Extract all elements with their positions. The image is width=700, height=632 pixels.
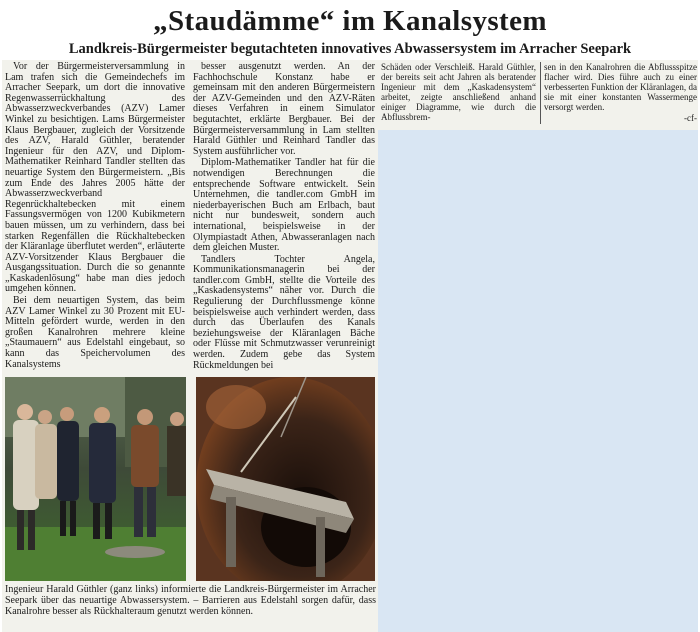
- col1-paragraph-1: Vor der Bürgermeisterversammlung in Lam trafen sich die Gemeindechefs im Arracher Seepark, um dort die innovative Regenwasserrückhaltung des Abwasserzweckverbandes (AZV) Lamer Winkel zu besichtigen. Lams Bürgermeister Klaus Bergbauer, zugleich der Vorsitzende des AZV, Harald Güthler, beratender Ingenieur für den AZV, und Diplom-Mathematiker Reinhard Tandler stellten das neuartige System den Bürgermeistern. „Bis zum Ende des Jahres 2005 hätte der Abwasserzweckverband Regenrückhaltebecken mit einem Fassungsvermögen von 1200 Kubikmetern bauen müssen, um zu verhindern, dass bei starken Regenfällen die Rückhaltebecken der Kläranlage überflutet werden“, erläuterte AZV-Vorsitzender Klaus Bergbauer die Ausgangssituation. Durch die so genannte „Kaskadenlösung“ habe man dies jedoch umgehen können.: [5, 62, 185, 295]
- photo-mayors-illustration: [5, 377, 186, 581]
- col3-paragraph-1: Schäden oder Verschleiß. Harald Güthler, der bereits seit acht Jahren als beratender Ingenieur mit dem „Kaskadensystem“ arbeitet, zeigte anschließend anhand einiger Diagramme, wie durch die Abflussbrem-: [381, 62, 536, 122]
- empty-area-tint: [378, 130, 698, 632]
- photo-caption: Ingenieur Harald Güthler (ganz links) informierte die Landkreis-Bürgermeister im Arracher Seepark über das neuartige Abwassersystem. – Barrieren aus Edelstahl sorgen dafür, dass Kanalrohre besser als Rückhalteraum genutzt werden können.: [5, 584, 376, 617]
- col2-paragraph-2: Diplom-Mathematiker Tandler hat für die notwendigen Berechnungen die entsprechende Software entwickelt. Sein Unternehmen, die tandler.com GmbH im niederbayerischen Buch am Erlbach, baut nicht nur bundesweit, sondern auch international, beispielsweise in der Olympiastadt Athen, Abwasseranlagen nach dem gleichen Muster.: [193, 157, 375, 254]
- author-signature: -cf-: [684, 113, 697, 123]
- photo-pipe-barrier: [196, 377, 375, 581]
- col2-paragraph-3: Tandlers Tochter Angela, Kommunikationsmanagerin bei der tandler.com GmbH, stellte die Vorteile des „Kaskadensystems“ näher vor. Durch die Regulierung der Durchflussmenge könne beispielsweise auch verhindert werden, dass durch das Überlaufen des Kanals beziehungsweise der Kläranlagen Bäche oder Flüsse mit Schmutzwasser verunreinigt werden. Zudem gebe das System Rückmeldungen bei: [193, 253, 375, 371]
- photo-mayors-group: [5, 377, 186, 581]
- col1-paragraph-2: Bei dem neuartigen System, das beim AZV Lamer Winkel zu 30 Prozent mit EU-Mitteln gefördert wurde, werden in den großen Kanalrohren mehrere kleine „Staumauern“ aus Edelstahl eingebaut, so kann das Speichervolumen des Kanalsystems: [5, 295, 185, 370]
- subheadline: Landkreis-Bürgermeister begutachteten innovatives Abwassersystem im Arracher Seepark: [68, 41, 632, 57]
- col2-paragraph-1: besser ausgenutzt werden. An der Fachhochschule Konstanz habe er gemeinsam mit den anderen Bürgermeistern der AZV-Gemeinden und den AZV-Räten dieses Verfahren in einem Simulator begutachtet, erklärte Bergbauer. Bei der Bürgermeisterversammlung in Lam stellten Harald Güthler und Reinhard Tandler das System ausführlicher vor.: [193, 62, 375, 157]
- headline: „Staudämme“ im Kanalsystem: [153, 5, 547, 37]
- article-column-1: [5, 62, 185, 375]
- article-column-2: [193, 62, 375, 375]
- column-divider: [540, 62, 541, 124]
- article-column-3: [381, 62, 536, 126]
- photo-pipe-illustration: [196, 377, 375, 581]
- article-column-4: [544, 62, 697, 128]
- col4-paragraph-1: sen in den Kanalrohren die Abflussspitze flacher wird. Dies führe auch zu einer verbesserten Funktion der Kläranlagen, da sie mit einer konstanten Wassermenge versorgt werden.: [544, 62, 697, 112]
